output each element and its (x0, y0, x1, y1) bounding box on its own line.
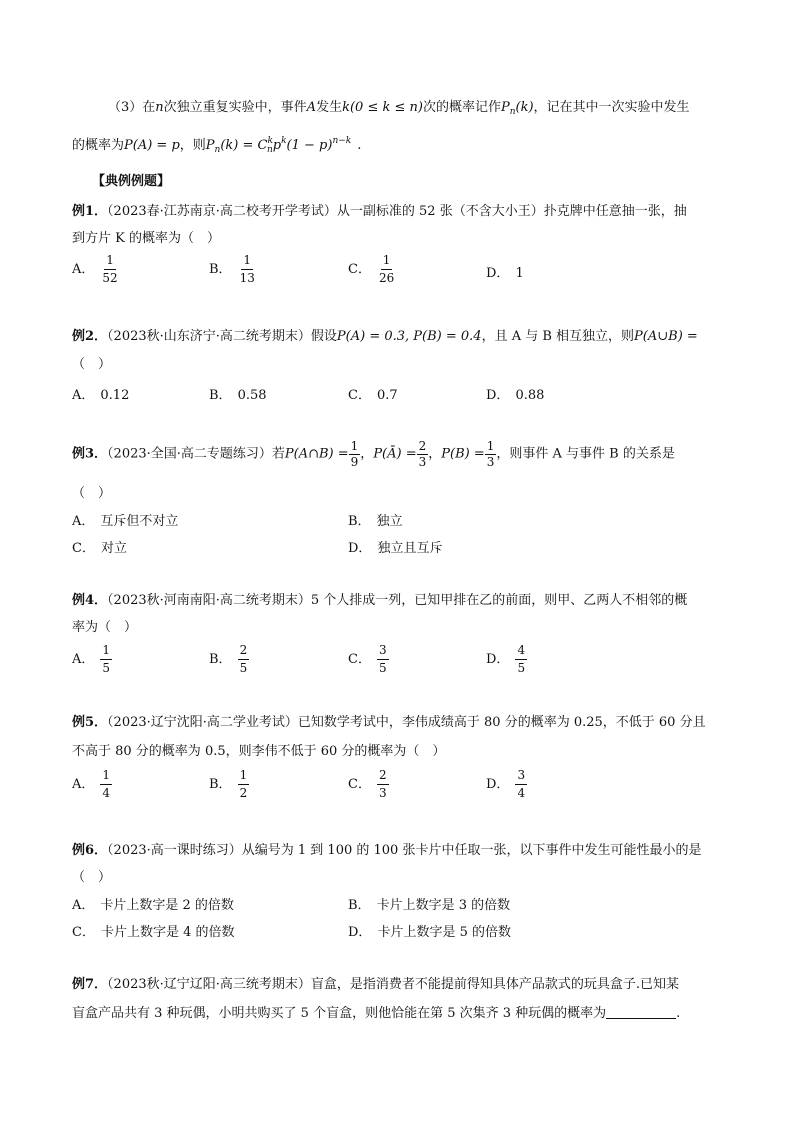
question-6-line-2: （ ） (72, 870, 112, 885)
math-p: p (272, 138, 282, 153)
question-text: （2023春·江苏南京·高二校考开学考试）从一副标准的 52 张（不含大小王）扑克牌中任意抽一张，抽 (107, 204, 687, 219)
fraction: $\frac{1}{13}$ (239, 253, 255, 286)
option-b[interactable]: B． $\frac{1}{2}$ (209, 768, 248, 801)
option-d[interactable]: D． $\frac{4}{5}$ (486, 643, 526, 676)
intro-text: 发生 (316, 100, 343, 115)
fraction: $\frac{4}{5}$ (517, 643, 526, 676)
question-text: （2023·全国·高二专题练习）若 (107, 446, 285, 462)
answer-blank[interactable] (606, 1006, 676, 1019)
question-3-line-2: （ ） (72, 486, 112, 501)
fraction: $\frac{2}{3}$ (418, 439, 427, 469)
option-d[interactable]: D． 独立且互斥 (348, 541, 443, 556)
math-n: n (155, 100, 164, 115)
option-letter: D． (486, 266, 510, 281)
option-a[interactable]: A． $\frac{1}{4}$ (72, 768, 111, 801)
option-d[interactable] (486, 262, 524, 281)
option-b[interactable]: B． 卡片上数字是 3 的倍数 (348, 898, 511, 913)
math-P: P (500, 100, 510, 115)
math-sup-nk: n−k (332, 136, 352, 146)
question-1 (72, 200, 687, 219)
fraction: $\frac{1}{9}$ (350, 439, 359, 469)
math-arg: (k) = C (220, 138, 268, 153)
fraction: $\frac{3}{5}$ (378, 643, 387, 676)
question-label: 例1． (72, 204, 108, 219)
option-d[interactable]: D． $\frac{3}{4}$ (486, 768, 526, 801)
math-expression: P(B) = (441, 446, 485, 462)
question-text: （2023秋·山东济宁·高二统考期末）假设 (107, 329, 337, 344)
option-c[interactable]: C． 对立 (72, 541, 127, 556)
question-7-line-2: 盲盒产品共有 3 种玩偶，小明共购买了 5 个盲盒，则他恰能在第 5 次集齐 3 种玩偶的概率为 . (72, 1006, 681, 1021)
question-2 (72, 325, 698, 344)
question-text: （2023秋·辽宁辽阳·高三统考期末）盲盒，是指消费者不能提前得知具体产品款式的玩具盒子.已知某 (107, 977, 680, 992)
question-4-line-2: 率为（ ） (72, 620, 138, 635)
option-b[interactable]: B． 0.58 (209, 388, 267, 403)
math-sub-n: n (214, 145, 221, 155)
option-d[interactable]: D． 卡片上数字是 5 的倍数 (348, 925, 511, 940)
option-text: 1 (515, 266, 524, 281)
question-label: 例3． (72, 446, 108, 462)
question-label: 例4． (72, 593, 108, 608)
question-5-line-2: 不高于 80 分的概率为 0.5，则李伟不低于 60 分的概率为（ ） (72, 744, 446, 759)
math-tail: (1 − p) (286, 138, 333, 153)
fraction: $\frac{2}{3}$ (378, 768, 387, 801)
question-text: ，则事件 A 与事件 B 的关系是 (496, 446, 675, 462)
option-a[interactable]: A． 卡片上数字是 2 的倍数 (72, 898, 234, 913)
intro-text: ，记在其中一次实验中发生 (533, 100, 690, 115)
math-expression: P(Ā) = (373, 446, 417, 462)
math-arg: (k) (515, 100, 534, 115)
question-3: 例3．（2023·全国·高二专题练习）若P(A∩B) = $\frac{1}{9}$ ，P(Ā) = $\frac{2}{3}$ ，P(B) = $\frac{1}{3}$ ，则事件 A 与事件 B 的关系是 (72, 439, 675, 469)
option-a[interactable]: A． 0.12 (72, 388, 130, 403)
math-sub-n: n (509, 107, 516, 117)
intro-text: 次独立重复实验中，事件 (163, 100, 307, 115)
option-c[interactable]: C． 卡片上数字是 4 的倍数 (72, 925, 235, 940)
math-expression: P(A) = 0.3, P(B) = 0.4 (336, 329, 482, 344)
question-2-line-2: （ ） (72, 357, 112, 372)
fraction: $\frac{1}{52}$ (102, 253, 118, 286)
question-text: （2023·高一课时练习）从编号为 1 到 100 的 100 张卡片中任取一张，以下事件中发生可能性最小的是 (107, 843, 702, 858)
question-4 (72, 589, 687, 608)
option-b[interactable] (209, 254, 257, 285)
question-text: 盲盒产品共有 3 种玩偶，小明共购买了 5 个盲盒，则他恰能在第 5 次集齐 3 种玩偶的概率为 (72, 1006, 607, 1021)
math-sub-n: n (266, 145, 273, 155)
fraction: $\frac{1}{3}$ (486, 439, 495, 469)
option-letter: C． (348, 262, 371, 278)
section-title: 【典例例题】 (92, 174, 171, 189)
math-expression: P(A∪B) = (634, 329, 698, 344)
intro-text: 次的概率记作 (422, 100, 501, 115)
option-a[interactable] (72, 254, 120, 285)
fraction: $\frac{1}{4}$ (102, 768, 111, 801)
question-7 (72, 973, 679, 992)
math-range: (0 ≤ k ≤ n) (349, 100, 423, 115)
intro-text: . (357, 138, 362, 153)
fraction: $\frac{2}{5}$ (239, 643, 248, 676)
option-letter: A． (72, 262, 95, 278)
intro-text: （3）在 (108, 100, 156, 115)
option-c[interactable]: C． $\frac{3}{5}$ (348, 643, 387, 676)
option-letter: B． (209, 262, 232, 278)
fraction: $\frac{1}{26}$ (378, 253, 395, 286)
math-k: k (342, 100, 350, 115)
option-a[interactable]: A． 互斥但不对立 (72, 514, 179, 529)
math-PA: P(A) = p (124, 138, 180, 153)
option-b[interactable]: B． 独立 (348, 514, 403, 529)
option-d[interactable]: D． 0.88 (486, 388, 545, 403)
question-label: 例6． (72, 843, 108, 858)
option-c[interactable]: C． 0.7 (348, 388, 398, 403)
intro-line-2 (72, 134, 361, 155)
option-a[interactable]: A． $\frac{1}{5}$ (72, 643, 111, 676)
intro-line-1 (108, 96, 690, 117)
option-b[interactable]: B． $\frac{2}{5}$ (209, 643, 248, 676)
fraction: $\frac{1}{5}$ (102, 643, 111, 676)
intro-text: ，则 (179, 138, 206, 153)
question-text: ，且 A 与 B 相互独立，则 (481, 329, 635, 344)
intro-text: 的概率为 (72, 138, 125, 153)
math-expression: P(A∩B) = (284, 446, 349, 462)
question-label: 例2． (72, 329, 108, 344)
math-sup-k: k (267, 136, 273, 146)
option-c[interactable]: C． $\frac{2}{3}$ (348, 768, 387, 801)
question-text: （2023秋·河南南阳·高二统考期末）5 个人排成一列，已知甲排在乙的前面，则甲、乙两人不相邻的概 (107, 593, 688, 608)
option-c[interactable] (348, 254, 396, 285)
math-P: P (205, 138, 215, 153)
question-6 (72, 839, 701, 858)
question-1-line-2: 到方片 K 的概率为（ ） (72, 231, 220, 246)
question-5 (72, 711, 706, 730)
fraction: $\frac{3}{4}$ (517, 768, 526, 801)
fraction: $\frac{1}{2}$ (239, 768, 248, 801)
question-text: （2023·辽宁沈阳·高二学业考试）已知数学考试中，李伟成绩高于 80 分的概率为 0.25，不低于 60 分且 (107, 715, 706, 730)
question-label: 例5． (72, 715, 108, 730)
question-label: 例7． (72, 977, 108, 992)
math-A: A (306, 100, 317, 115)
math-sup-k: k (281, 136, 287, 146)
